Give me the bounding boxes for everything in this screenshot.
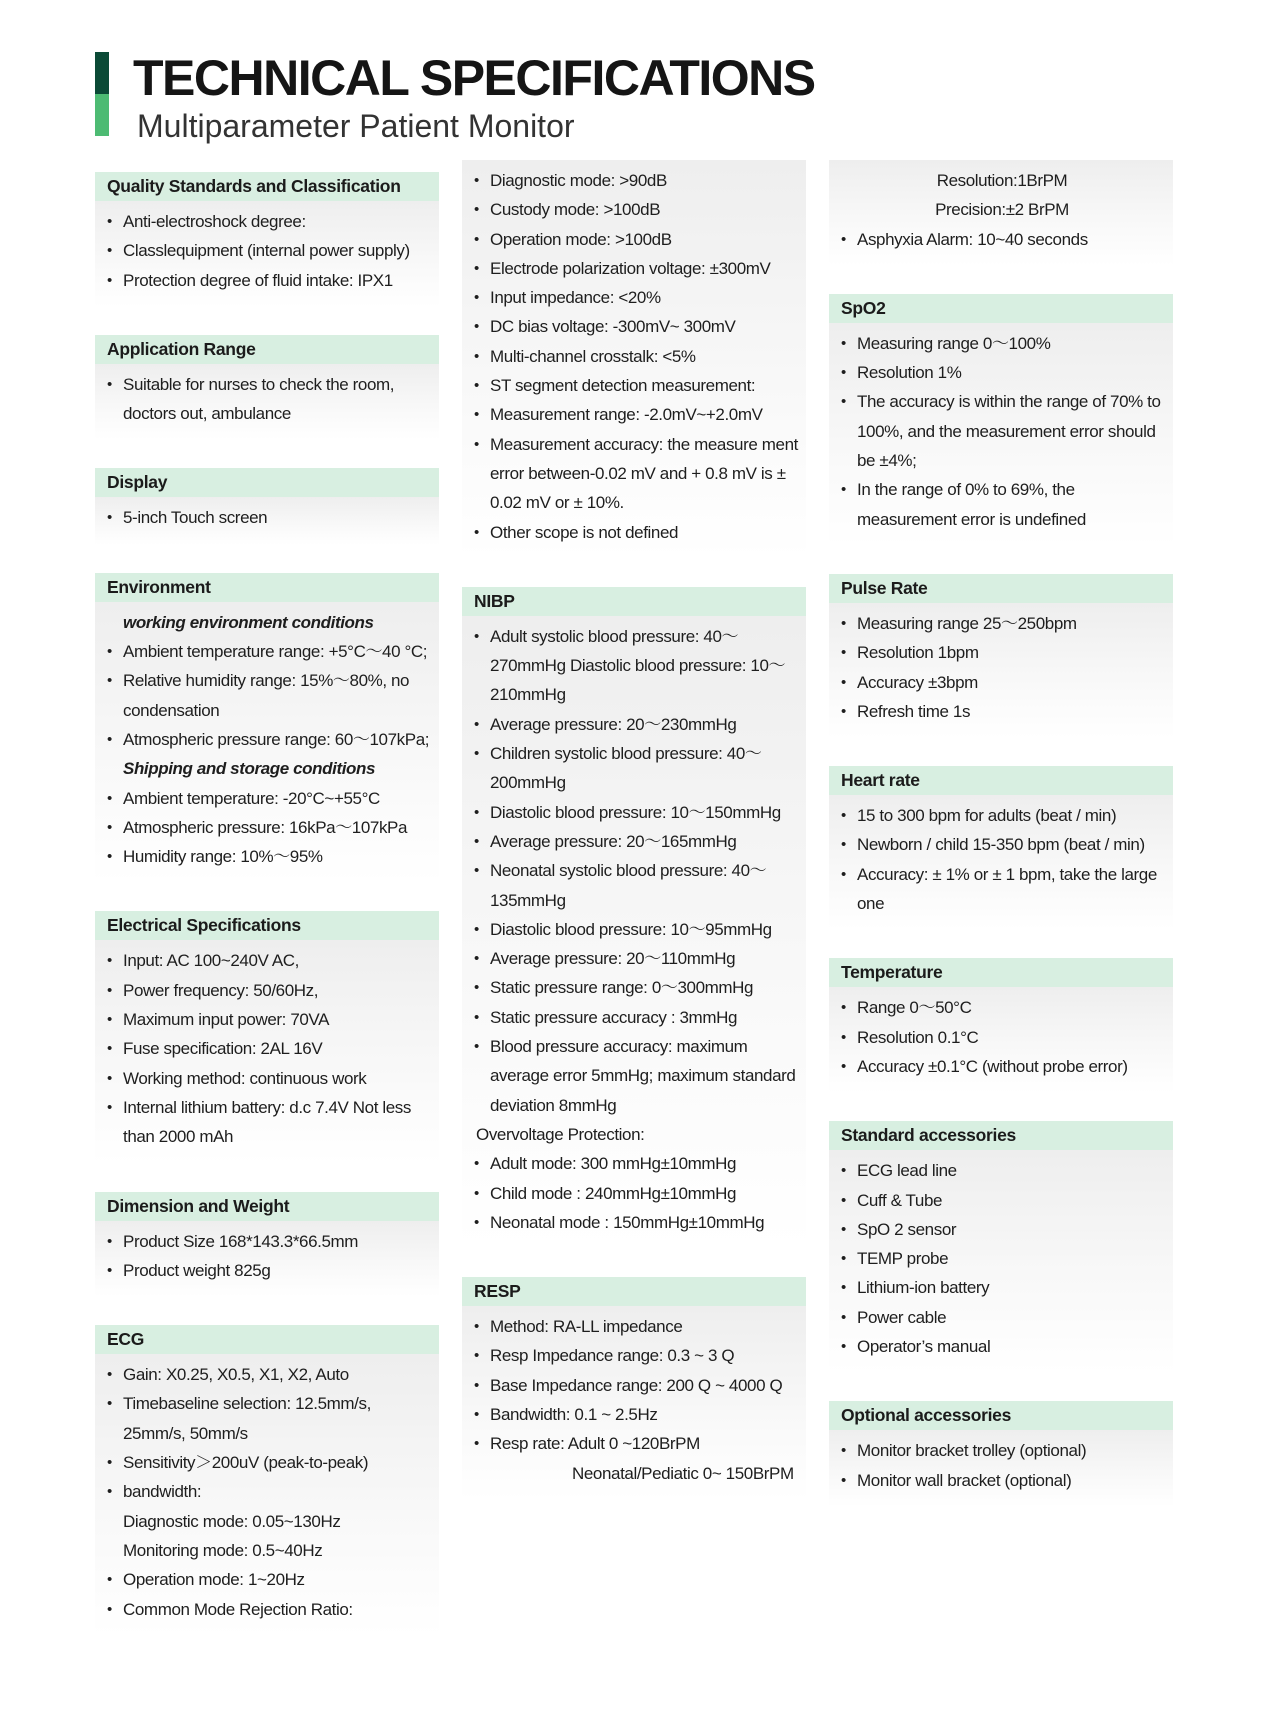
- spec-list: [839, 609, 1165, 726]
- spec-item: • TEMP probe: [839, 1244, 1165, 1273]
- column-1: [95, 172, 439, 1664]
- section-title: Optional accessories: [829, 1401, 1173, 1430]
- section-title: ECG: [95, 1325, 439, 1354]
- spec-item: • Neonatal systolic blood pressure: 40～135mmHg: [472, 856, 798, 915]
- page-title: TECHNICAL SPECIFICATIONS: [133, 50, 815, 106]
- section-temperature: [829, 958, 1173, 1093]
- spec-item: • ECG lead line: [839, 1156, 1165, 1185]
- spec-item: • Maximum input power: 70VA: [105, 1005, 431, 1034]
- subheading-shipping-conditions: Shipping and storage conditions: [123, 759, 376, 779]
- spec-item: • Lithium-ion battery: [839, 1273, 1165, 1302]
- spec-list: [472, 166, 798, 547]
- spec-list: [839, 1436, 1165, 1495]
- spec-item: • ST segment detection measurement:: [472, 371, 798, 400]
- spec-item: • In the range of 0% to 69%, the measurement error is undefined: [839, 475, 1165, 534]
- spec-list: [839, 166, 1165, 254]
- spec-item: • Classlequipment (internal power supply): [105, 236, 431, 265]
- spec-item: • Method: RA-LL impedance: [472, 1312, 798, 1341]
- spec-subline: Precision:±2 BrPM: [935, 200, 1069, 220]
- section-dimension-weight: [95, 1192, 439, 1298]
- spec-item: • Measurement range: -2.0mV~+2.0mV: [472, 400, 798, 429]
- column-3: [829, 172, 1173, 1535]
- column-2: [462, 172, 806, 1528]
- spec-item: • Sensitivity＞200uV (peak-to-peak): [105, 1448, 431, 1477]
- spec-list: [105, 503, 431, 532]
- section-nibp: [462, 587, 806, 1249]
- spec-item: • Average pressure: 20～110mmHg: [472, 944, 798, 973]
- spec-item: • Operation mode: 1~20Hz: [105, 1565, 431, 1594]
- section-electrical: [95, 911, 439, 1163]
- spec-item: • Operator’s manual: [839, 1332, 1165, 1361]
- spec-item: • Average pressure: 20～230mmHg: [472, 710, 798, 739]
- spec-item: • Child mode : 240mmHg±10mmHg: [472, 1179, 798, 1208]
- spec-item: • Internal lithium battery: d.c 7.4V Not less than 2000 mAh: [105, 1093, 431, 1152]
- spec-item: • Accuracy: ± 1% or ± 1 bpm, take the large one: [839, 860, 1165, 919]
- page-subtitle: Multiparameter Patient Monitor: [137, 108, 575, 144]
- section-pulse-rate: [829, 574, 1173, 738]
- spec-list: [839, 1156, 1165, 1361]
- spec-item: • Protection degree of fluid intake: IPX1: [105, 266, 431, 295]
- spec-item: • Bandwidth: 0.1 ~ 2.5Hz: [472, 1400, 798, 1429]
- spec-item: • Measuring range 25～250bpm: [839, 609, 1165, 638]
- section-title: Temperature: [829, 958, 1173, 987]
- spec-item: • Resolution 0.1°C: [839, 1023, 1165, 1052]
- spec-item: • Input: AC 100~240V AC,: [105, 946, 431, 975]
- section-ecg-continued: [462, 160, 806, 559]
- spec-item: • Blood pressure accuracy: maximum average error 5mmHg; maximum standard deviation 8mmHg: [472, 1032, 798, 1120]
- spec-item: • Other scope is not defined: [472, 518, 798, 547]
- spec-item: • Atmospheric pressure: 16kPa～107kPa: [105, 813, 431, 842]
- spec-item: • Newborn / child 15-350 bpm (beat / min): [839, 830, 1165, 859]
- section-title: NIBP: [462, 587, 806, 616]
- spec-item: • Accuracy ±3bpm: [839, 668, 1165, 697]
- spec-item: • Relative humidity range: 15%～80%, no condensation: [105, 666, 431, 725]
- spec-list: [472, 1312, 798, 1488]
- section-title: Electrical Specifications: [95, 911, 439, 940]
- section-heart-rate: [829, 766, 1173, 930]
- section-environment: [95, 573, 439, 884]
- spec-item: • Diagnostic mode: >90dB: [472, 166, 798, 195]
- section-optional-accessories: [829, 1401, 1173, 1507]
- spec-item: • Resolution 1bpm: [839, 638, 1165, 667]
- spec-item: • The accuracy is within the range of 70% to 100%, and the measurement error should be ±4%;: [839, 387, 1165, 475]
- spec-list: [839, 801, 1165, 918]
- subheading-working-conditions: working environment conditions: [123, 612, 374, 632]
- header-accent-dark: [95, 52, 109, 94]
- spec-subline: Resolution:1BrPM: [936, 171, 1068, 190]
- section-title: Application Range: [95, 335, 439, 364]
- spec-list: [105, 1227, 431, 1286]
- spec-item: • Asphyxia Alarm: 10~40 seconds: [839, 225, 1165, 254]
- spec-list: [105, 370, 431, 429]
- spec-item: • Custody mode: >100dB: [472, 195, 798, 224]
- section-standard-accessories: [829, 1121, 1173, 1373]
- spec-item: • Working method: continuous work: [105, 1064, 431, 1093]
- spec-list: [105, 608, 431, 872]
- spec-list: [839, 329, 1165, 534]
- spec-item: • Electrode polarization voltage: ±300mV: [472, 254, 798, 283]
- spec-item: • Resolution 1%: [839, 358, 1165, 387]
- spec-item: • 15 to 300 bpm for adults (beat / min): [839, 801, 1165, 830]
- spec-item: • Gain: X0.25, X0.5, X1, X2, Auto: [105, 1360, 431, 1389]
- section-title: Heart rate: [829, 766, 1173, 795]
- section-quality-standards: [95, 172, 439, 307]
- spec-list: [105, 1360, 431, 1624]
- spec-item: • Product weight 825g: [105, 1256, 431, 1285]
- spec-item: • Children systolic blood pressure: 40～200mmHg: [472, 739, 798, 798]
- section-ecg: [95, 1325, 439, 1636]
- spec-item: • Ambient temperature range: +5°C～40 °C;: [105, 637, 431, 666]
- section-resp: [462, 1277, 806, 1500]
- spec-item: • Suitable for nurses to check the room, doctors out, ambulance: [105, 370, 431, 429]
- spec-item: • Power frequency: 50/60Hz,: [105, 976, 431, 1005]
- spec-item: • Atmospheric pressure range: 60～107kPa;: [105, 725, 431, 754]
- header-accent-light: [95, 94, 109, 136]
- spec-item: • SpO 2 sensor: [839, 1215, 1165, 1244]
- spec-list: [839, 993, 1165, 1081]
- spec-item: • Product Size 168*143.3*66.5mm: [105, 1227, 431, 1256]
- section-title: Standard accessories: [829, 1121, 1173, 1150]
- spec-item: • 5-inch Touch screen: [105, 503, 431, 532]
- spec-list: [105, 946, 431, 1151]
- spec-item: • Anti-electroshock degree:: [105, 207, 431, 236]
- spec-item: • Static pressure accuracy : 3mmHg: [472, 1003, 798, 1032]
- section-display: [95, 468, 439, 544]
- spec-item: • Operation mode: >100dB: [472, 225, 798, 254]
- spec-item: • Average pressure: 20～165mmHg: [472, 827, 798, 856]
- spec-item: • Diastolic blood pressure: 10～95mmHg: [472, 915, 798, 944]
- section-spo2: [829, 294, 1173, 546]
- section-application-range: [95, 335, 439, 441]
- spec-item: • Refresh time 1s: [839, 697, 1165, 726]
- spec-item: • Accuracy ±0.1°C (without probe error): [839, 1052, 1165, 1081]
- spec-item: • Timebaseline selection: 12.5mm/s, 25mm/s, 50mm/s: [105, 1389, 431, 1448]
- spec-item: • Humidity range: 10%～95%: [105, 842, 431, 871]
- spec-item: • Monitor wall bracket (optional): [839, 1466, 1165, 1495]
- section-resp-continued: [829, 160, 1173, 266]
- spec-item: • Resp rate: Adult 0 ~120BrPM: [472, 1429, 798, 1458]
- spec-item: • Adult systolic blood pressure: 40～270mmHg Diastolic blood pressure: 10～210mmHg: [472, 622, 798, 710]
- section-title: SpO2: [829, 294, 1173, 323]
- overvoltage-label: Overvoltage Protection:: [476, 1124, 645, 1144]
- spec-item: • DC bias voltage: -300mV~ 300mV: [472, 312, 798, 341]
- section-title: Quality Standards and Classification: [95, 172, 439, 201]
- spec-item: • bandwidth:: [105, 1477, 431, 1506]
- spec-item: • Base Impedance range: 200 Q ~ 4000 Q: [472, 1371, 798, 1400]
- spec-subline: Monitoring mode: 0.5~40Hz: [123, 1540, 323, 1560]
- section-title: Environment: [95, 573, 439, 602]
- spec-subline: Neonatal/Pediatic 0~ 150BrPM: [572, 1463, 794, 1483]
- spec-item: • Measuring range 0～100%: [839, 329, 1165, 358]
- spec-item: • Ambient temperature: -20°C~+55°C: [105, 784, 431, 813]
- section-title: Dimension and Weight: [95, 1192, 439, 1221]
- spec-item: • Range 0～50°C: [839, 993, 1165, 1022]
- spec-item: • Static pressure range: 0～300mmHg: [472, 973, 798, 1002]
- spec-item: • Monitor bracket trolley (optional): [839, 1436, 1165, 1465]
- spec-item: • Measurement accuracy: the measure ment error between-0.02 mV and + 0.8 mV is ± 0.02 mV or ± 10%.: [472, 430, 798, 518]
- spec-item: • Common Mode Rejection Ratio:: [105, 1595, 431, 1624]
- spec-item: • Cuff & Tube: [839, 1186, 1165, 1215]
- spec-item: • Input impedance: <20%: [472, 283, 798, 312]
- spec-item: • Power cable: [839, 1303, 1165, 1332]
- spec-item: • Neonatal mode : 150mmHg±10mmHg: [472, 1208, 798, 1237]
- spec-item: • Resp Impedance range: 0.3 ~ 3 Q: [472, 1341, 798, 1370]
- spec-item: • Multi-channel crosstalk: <5%: [472, 342, 798, 371]
- spec-subline: Diagnostic mode: 0.05~130Hz: [123, 1511, 341, 1531]
- spec-list: [472, 622, 798, 1237]
- section-title: Pulse Rate: [829, 574, 1173, 603]
- spec-list: [105, 207, 431, 295]
- section-title: RESP: [462, 1277, 806, 1306]
- spec-item: • Adult mode: 300 mmHg±10mmHg: [472, 1149, 798, 1178]
- section-title: Display: [95, 468, 439, 497]
- spec-item: • Diastolic blood pressure: 10～150mmHg: [472, 798, 798, 827]
- spec-item: • Fuse specification: 2AL 16V: [105, 1034, 431, 1063]
